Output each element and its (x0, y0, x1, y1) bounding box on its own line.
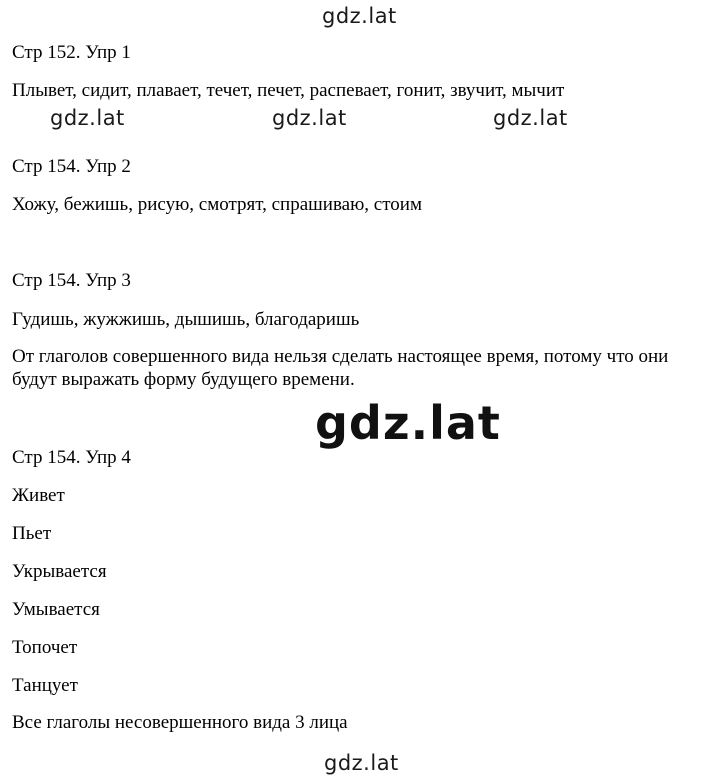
section-heading-3: Стр 154. Упр 3 (12, 270, 131, 291)
section-heading-2: Стр 154. Упр 2 (12, 156, 131, 177)
section-4-line-4: Умывается (12, 599, 100, 620)
watermark-row1-right: gdz.lat (493, 106, 568, 130)
section-1-line-1: Плывет, сидит, плавает, течет, печет, распевает, гонит, звучит, мычит (12, 80, 565, 101)
section-3-line-1: Гудишь, жужжишь, дышишь, благодаришь (12, 309, 360, 330)
section-4-line-1: Живет (12, 485, 65, 506)
section-3-paragraph: От глаголов совершенного вида нельзя сделать настоящее время, потому что они будут выражать форму будущего времени. (12, 346, 669, 390)
section-4-line-6: Танцует (12, 675, 78, 696)
section-heading-4: Стр 154. Упр 4 (12, 447, 131, 468)
watermark-row1-mid: gdz.lat (272, 106, 347, 130)
watermark-big: gdz.lat (315, 396, 501, 450)
watermark-bottom: gdz.lat (324, 751, 399, 775)
section-4-line-2: Пьет (12, 523, 52, 544)
watermark-row1-left: gdz.lat (50, 106, 125, 130)
section-2-line-1: Хожу, бежишь, рисую, смотрят, спрашиваю, стоим (12, 194, 422, 215)
watermark-top: gdz.lat (322, 4, 397, 28)
section-4-line-5: Топочет (12, 637, 78, 658)
section-4-line-3: Укрывается (12, 561, 107, 582)
section-heading-1: Стр 152. Упр 1 (12, 42, 131, 63)
section-4-summary: Все глаголы несовершенного вида 3 лица (12, 712, 348, 733)
